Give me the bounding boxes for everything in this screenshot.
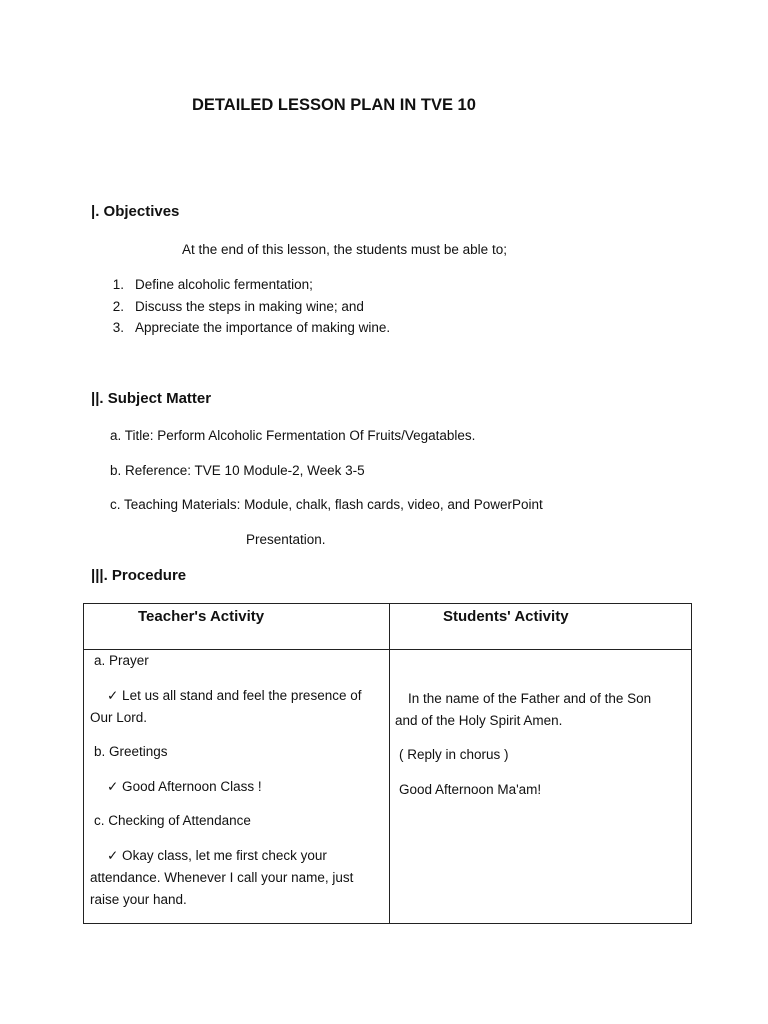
list-item-number: 1.	[112, 277, 124, 292]
table-header-row	[84, 604, 692, 650]
teacher-line: ✓ Good Afternoon Class !	[107, 779, 262, 794]
teacher-line: Our Lord.	[90, 710, 148, 725]
student-line: Good Afternoon Ma'am!	[399, 782, 542, 797]
table-header-cell	[390, 604, 692, 650]
teacher-line: ✓ Okay class, let me first check your	[107, 848, 327, 863]
procedure-table	[83, 603, 692, 924]
list-item-text: Appreciate the importance of making wine.	[135, 320, 391, 335]
student-line: ( Reply in chorus )	[399, 747, 509, 762]
students-activity-header: Students' Activity	[443, 608, 569, 625]
teacher-line: attendance. Whenever I call your name, just	[90, 870, 354, 885]
list-item-text: Discuss the steps in making wine; and	[135, 299, 364, 314]
document-title: DETAILED LESSON PLAN IN TVE 10	[192, 96, 476, 114]
table-header-cell	[84, 604, 390, 650]
subject-title-line: a. Title: Perform Alcoholic Fermentation Of Fruits/Vegatables.	[110, 428, 476, 443]
teacher-activity-header: Teacher's Activity	[138, 608, 265, 625]
procedure-heading: |||. Procedure	[91, 567, 187, 584]
subject-materials-line: c. Teaching Materials: Module, chalk, flash cards, video, and PowerPoint	[110, 497, 543, 512]
teacher-line: a. Prayer	[94, 653, 149, 668]
subject-reference-line: b. Reference: TVE 10 Module-2, Week 3-5	[110, 463, 365, 478]
students-activity-cell	[390, 650, 692, 924]
student-line: In the name of the Father and of the Son	[408, 691, 652, 706]
objectives-heading: |. Objectives	[91, 203, 180, 220]
teacher-line: b. Greetings	[94, 744, 168, 759]
subject-materials-continuation: Presentation.	[246, 532, 326, 547]
list-item-number: 2.	[112, 299, 124, 314]
list-item-text: Define alcoholic fermentation;	[135, 277, 313, 292]
teacher-line: raise your hand.	[90, 892, 187, 907]
teacher-line: c. Checking of Attendance	[94, 813, 251, 828]
student-line: and of the Holy Spirit Amen.	[395, 713, 563, 728]
table-row	[84, 650, 692, 924]
list-item-number: 3.	[112, 320, 124, 335]
objectives-intro: At the end of this lesson, the students must be able to;	[182, 242, 507, 257]
subject-matter-heading: ||. Subject Matter	[91, 390, 212, 407]
teacher-activity-cell	[84, 650, 390, 924]
teacher-line: ✓ Let us all stand and feel the presence of	[107, 688, 362, 703]
